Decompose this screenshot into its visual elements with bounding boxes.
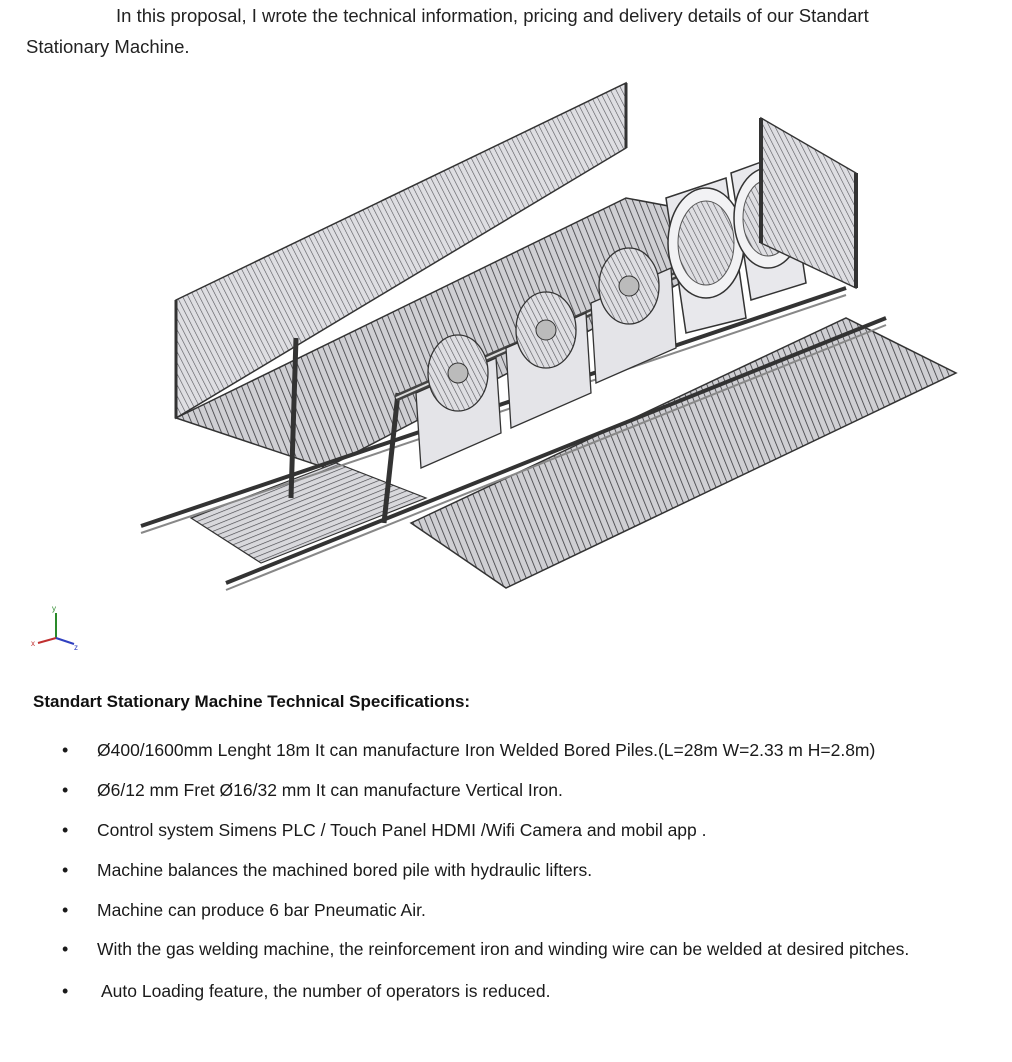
spec-list	[0, 730, 1000, 1011]
spec-item: • With the gas welding machine, the reinforcement iron and winding wire can be welded at desired pitches.	[0, 930, 977, 969]
bullet-icon: •	[62, 939, 69, 959]
spec-item: • Machine can produce 6 bar Pneumatic Air.	[0, 890, 1000, 930]
bullet-icon: •	[62, 860, 69, 880]
spec-item: • Ø6/12 mm Fret Ø16/32 mm It can manufacture Vertical Iron.	[0, 770, 1000, 810]
spec-item: • Ø400/1600mm Lenght 18m It can manufacture Iron Welded Bored Piles.(L=28m W=2.33 m H=2.8m)	[0, 730, 1000, 770]
machine-cad-figure	[26, 78, 996, 668]
spec-item: • Auto Loading feature, the number of operators is reduced.	[0, 971, 1000, 1011]
intro-line-2: Stationary Machine.	[26, 36, 190, 57]
intro-paragraph	[26, 0, 1006, 62]
bullet-icon: •	[62, 981, 69, 1001]
intro-line-1: In this proposal, I wrote the technical information, pricing and delivery details of our Standart	[116, 5, 869, 26]
axis-triad-icon	[31, 604, 78, 652]
spec-item: • Control system Simens PLC / Touch Panel HDMI /Wifi Camera and mobil app .	[0, 810, 1000, 850]
axis-label-z: z	[74, 643, 78, 652]
spec-title: Standart Stationary Machine Technical Specifications:	[33, 692, 471, 711]
bullet-icon: •	[62, 900, 69, 920]
spec-item: • Machine balances the machined bored pile with hydraulic lifters.	[0, 850, 1000, 890]
bullet-icon: •	[62, 780, 69, 800]
bullet-icon: •	[62, 740, 69, 760]
axis-label-y: y	[52, 604, 56, 613]
axis-label-x: x	[31, 639, 35, 648]
bullet-icon: •	[62, 820, 69, 840]
